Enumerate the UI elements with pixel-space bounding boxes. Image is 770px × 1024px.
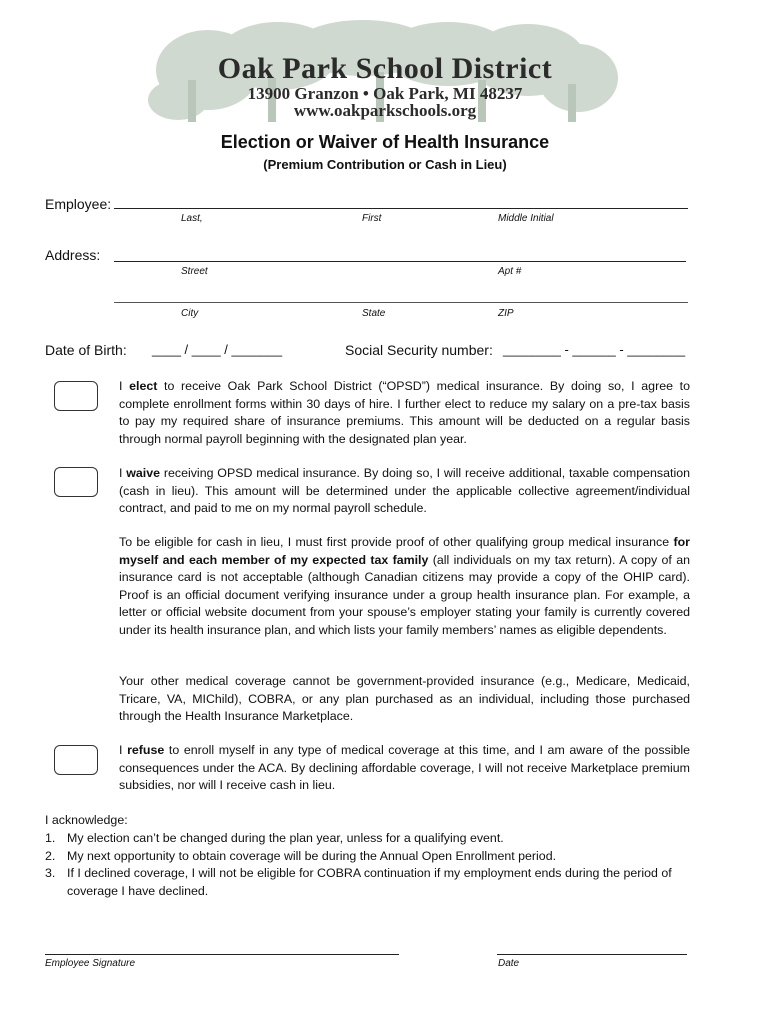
elect-checkbox[interactable]: [54, 381, 98, 411]
page-title: Election or Waiver of Health Insurance: [220, 132, 550, 152]
other-coverage-note: Your other medical coverage cannot be government-provided insurance (e.g., Medicare, Medicaid, Tricare, VA, MIChild), COBRA, or any plan purchased as an individual, including those purchased through the Health Insurance Marketplace.: [119, 674, 690, 723]
acknowledge-heading: I acknowledge:: [45, 813, 128, 827]
refuse-checkbox[interactable]: [54, 745, 98, 775]
date-caption: Date: [498, 958, 520, 969]
district-website: www.oakparkschools.org: [293, 101, 477, 120]
waive-statement: I waive receiving OPSD medical insurance. By doing so, I will receive additional, taxable compensation (cash in lieu). This amount will be determined under the applicable collective agreement/individual contract, and paid to me on my normal payroll schedule.: [119, 466, 690, 515]
waive-checkbox[interactable]: [54, 467, 98, 497]
street-address-field[interactable]: [114, 261, 686, 262]
street-caption: Street: [181, 266, 208, 277]
ssn-label: Social Security number:: [345, 342, 493, 358]
district-name: Oak Park School District: [217, 52, 553, 85]
elect-statement: I elect to receive Oak Park School District (“OPSD”) medical insurance. By doing so, I agree to complete enrollment forms within 30 days of hire. I further elect to reduce my salary on a pre-tax basis to pay my required share of insurance premiums. This amount will be deducted on a regular basis through normal payroll beginning with the designated plan year.: [119, 379, 690, 446]
middle-initial-caption: Middle Initial: [498, 213, 554, 224]
date-field[interactable]: [497, 954, 687, 955]
list-item: 2. My next opportunity to obtain coverage will be during the Annual Open Enrollment period.: [45, 848, 557, 863]
city-caption: City: [181, 308, 199, 319]
list-item: 3. If I declined coverage, I will not be eligible for COBRA continuation if my employment ends during the period of coverage I have declined.: [45, 866, 672, 898]
state-caption: State: [362, 308, 386, 319]
first-name-caption: First: [362, 213, 382, 224]
dob-label: Date of Birth:: [45, 342, 127, 358]
zip-caption: ZIP: [498, 308, 514, 319]
last-name-caption: Last,: [181, 213, 203, 224]
refuse-statement: I refuse to enroll myself in any type of medical coverage at this time, and I am aware of the possible consequences under the ACA. By declining affordable coverage, I will not receive Marketplace premium subsidies, nor will I receive cash in lieu.: [119, 743, 690, 792]
address-label: Address:: [45, 247, 101, 263]
employee-label: Employee:: [45, 196, 112, 212]
signature-field[interactable]: [45, 954, 399, 955]
ssn-field[interactable]: ________ - ______ - ________: [503, 342, 686, 357]
apt-caption: Apt #: [498, 266, 522, 277]
employee-name-field[interactable]: [114, 208, 688, 209]
signature-caption: Employee Signature: [45, 958, 136, 969]
city-state-zip-field[interactable]: [114, 302, 688, 303]
district-address: 13900 Granzon • Oak Park, MI 48237: [247, 84, 523, 103]
cash-in-lieu-eligibility: To be eligible for cash in lieu, I must first provide proof of other qualifying group medical insurance for myself and each member of my expected tax family (all individuals on my tax return). A copy of an insurance card is not acceptable (although Canadian citizens may provide a copy of the OHIP card). Proof is an official document verifying insurance under a group health insurance plan. For example, a letter or official website document from your spouse’s employer stating your family is currently covered under its health insurance plan, and which lists your family members’ names as eligible dependents.: [119, 535, 690, 637]
page-subtitle: (Premium Contribution or Cash in Lieu): [263, 157, 507, 172]
list-item: 1. My election can’t be changed during the plan year, unless for a qualifying event.: [45, 831, 504, 845]
acknowledge-list: [45, 830, 695, 900]
dob-field[interactable]: ____ / ____ / _______: [152, 342, 283, 357]
